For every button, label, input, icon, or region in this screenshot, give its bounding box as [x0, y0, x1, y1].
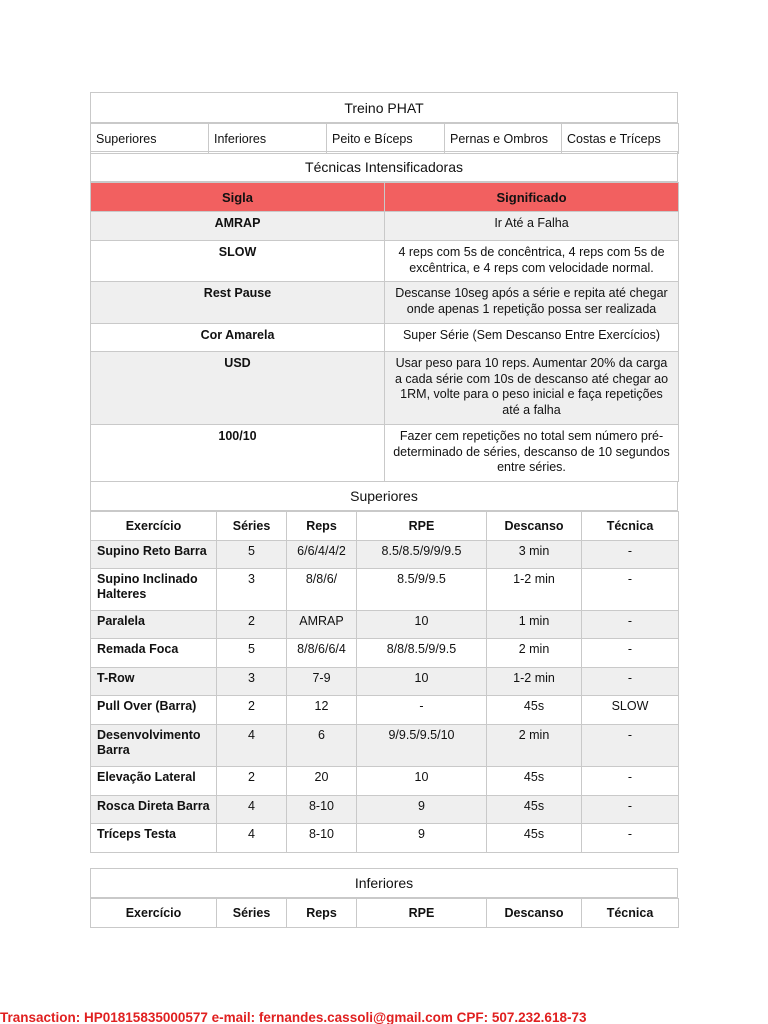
table-row	[91, 611, 679, 639]
tecnica-row	[91, 352, 679, 425]
rpe-cell: 10	[357, 767, 487, 796]
table-row	[91, 796, 679, 824]
reps-cell: 20	[287, 767, 357, 796]
inferiores-title: Inferiores	[91, 869, 678, 898]
treino-title: Treino PHAT	[91, 93, 678, 123]
reps-cell: 7-9	[287, 668, 357, 696]
tecnica-row	[91, 212, 679, 241]
descanso-cell: 2 min	[487, 639, 582, 668]
tecnica-cell: -	[582, 796, 679, 824]
exercise-name: Rosca Direta Barra	[91, 796, 217, 824]
reps-cell: 6/6/4/4/2	[287, 541, 357, 569]
series-cell: 4	[217, 824, 287, 853]
superiores-block	[90, 481, 678, 853]
col-descanso: Descanso	[487, 899, 582, 928]
sigla-cell: 100/10	[91, 425, 385, 482]
table-row	[91, 569, 679, 611]
series-cell: 5	[217, 639, 287, 668]
descanso-cell: 1-2 min	[487, 668, 582, 696]
sigla-cell: USD	[91, 352, 385, 425]
superiores-title: Superiores	[91, 482, 678, 511]
tecnica-cell: -	[582, 611, 679, 639]
series-cell: 2	[217, 696, 287, 725]
col-exercicio: Exercício	[91, 512, 217, 541]
series-cell: 2	[217, 611, 287, 639]
reps-cell: 8-10	[287, 796, 357, 824]
rpe-cell: 10	[357, 668, 487, 696]
sigla-cell: Cor Amarela	[91, 324, 385, 352]
descanso-cell: 1-2 min	[487, 569, 582, 611]
exercise-name: Paralela	[91, 611, 217, 639]
col-tecnica: Técnica	[582, 512, 679, 541]
table-row	[91, 767, 679, 796]
col-reps: Reps	[287, 512, 357, 541]
significado-cell: 4 reps com 5s de concêntrica, 4 reps com 5s de excêntrica, e 4 reps com velocidade normal.	[385, 241, 679, 282]
series-cell: 3	[217, 569, 287, 611]
header-significado: Significado	[385, 183, 679, 212]
rpe-cell: -	[357, 696, 487, 725]
significado-cell: Descanse 10seg após a série e repita até chegar onde apenas 1 repetição possa ser realizada	[385, 282, 679, 324]
exercise-name: Elevação Lateral	[91, 767, 217, 796]
col-series: Séries	[217, 512, 287, 541]
treino-block	[90, 92, 678, 154]
reps-cell: 8/8/6/6/4	[287, 639, 357, 668]
col-rpe: RPE	[357, 899, 487, 928]
exercise-name: Supino Inclinado Halteres	[91, 569, 217, 611]
descanso-cell: 45s	[487, 824, 582, 853]
significado-cell: Fazer cem repetições no total sem número pré-determinado de séries, descanso de 10 segundos entre séries.	[385, 425, 679, 482]
table-row	[91, 696, 679, 725]
table-row	[91, 668, 679, 696]
reps-cell: AMRAP	[287, 611, 357, 639]
series-cell: 5	[217, 541, 287, 569]
tab-inferiores: Inferiores	[209, 124, 327, 154]
table-row	[91, 725, 679, 767]
sigla-cell: AMRAP	[91, 212, 385, 241]
table-row	[91, 639, 679, 668]
exercise-name: Tríceps Testa	[91, 824, 217, 853]
reps-cell: 8-10	[287, 824, 357, 853]
rpe-cell: 9/9.5/9.5/10	[357, 725, 487, 767]
reps-cell: 6	[287, 725, 357, 767]
reps-cell: 8/8/6/	[287, 569, 357, 611]
rpe-cell: 9	[357, 824, 487, 853]
descanso-cell: 3 min	[487, 541, 582, 569]
rpe-cell: 9	[357, 796, 487, 824]
descanso-cell: 1 min	[487, 611, 582, 639]
descanso-cell: 2 min	[487, 725, 582, 767]
tecnica-row	[91, 425, 679, 482]
series-cell: 2	[217, 767, 287, 796]
significado-cell: Ir Até a Falha	[385, 212, 679, 241]
significado-cell: Super Série (Sem Descanso Entre Exercícios)	[385, 324, 679, 352]
rpe-cell: 8/8/8.5/9/9.5	[357, 639, 487, 668]
col-reps: Reps	[287, 899, 357, 928]
descanso-cell: 45s	[487, 696, 582, 725]
tecnica-cell: -	[582, 639, 679, 668]
tab-pernas-ombros: Pernas e Ombros	[445, 124, 562, 154]
rpe-cell: 8.5/9/9.5	[357, 569, 487, 611]
tecnica-cell: -	[582, 541, 679, 569]
table-row	[91, 824, 679, 853]
tecnica-cell: -	[582, 824, 679, 853]
tecnicas-title: Técnicas Intensificadoras	[91, 152, 678, 182]
tab-peito-biceps: Peito e Bíceps	[327, 124, 445, 154]
exercise-name: Supino Reto Barra	[91, 541, 217, 569]
col-descanso: Descanso	[487, 512, 582, 541]
tecnica-row	[91, 324, 679, 352]
tecnica-cell: -	[582, 725, 679, 767]
descanso-cell: 45s	[487, 767, 582, 796]
exercise-name: T-Row	[91, 668, 217, 696]
exercise-name: Desenvolvimento Barra	[91, 725, 217, 767]
descanso-cell: 45s	[487, 796, 582, 824]
rpe-cell: 8.5/8.5/9/9/9.5	[357, 541, 487, 569]
tecnica-row	[91, 282, 679, 324]
tecnica-cell: SLOW	[582, 696, 679, 725]
col-tecnica: Técnica	[582, 899, 679, 928]
tab-costas-triceps: Costas e Tríceps	[562, 124, 679, 154]
header-sigla: Sigla	[91, 183, 385, 212]
exercise-name: Remada Foca	[91, 639, 217, 668]
rpe-cell: 10	[357, 611, 487, 639]
sigla-cell: Rest Pause	[91, 282, 385, 324]
tecnicas-block	[90, 151, 678, 482]
sigla-cell: SLOW	[91, 241, 385, 282]
tecnica-row	[91, 241, 679, 282]
table-row	[91, 541, 679, 569]
col-series: Séries	[217, 899, 287, 928]
reps-cell: 12	[287, 696, 357, 725]
col-exercicio: Exercício	[91, 899, 217, 928]
significado-cell: Usar peso para 10 reps. Aumentar 20% da carga a cada série com 10s de descanso até chegar ao 1RM, volte para o peso inicial e faça repetições até a falha	[385, 352, 679, 425]
series-cell: 3	[217, 668, 287, 696]
tab-superiores: Superiores	[91, 124, 209, 154]
series-cell: 4	[217, 796, 287, 824]
tecnica-cell: -	[582, 767, 679, 796]
inferiores-block	[90, 868, 678, 928]
transaction-footer: Transaction: HP01815835000577 e-mail: fernandes.cassoli@gmail.com CPF: 507.232.618-73	[0, 1010, 587, 1024]
exercise-name: Pull Over (Barra)	[91, 696, 217, 725]
series-cell: 4	[217, 725, 287, 767]
tecnica-cell: -	[582, 668, 679, 696]
col-rpe: RPE	[357, 512, 487, 541]
tecnica-cell: -	[582, 569, 679, 611]
